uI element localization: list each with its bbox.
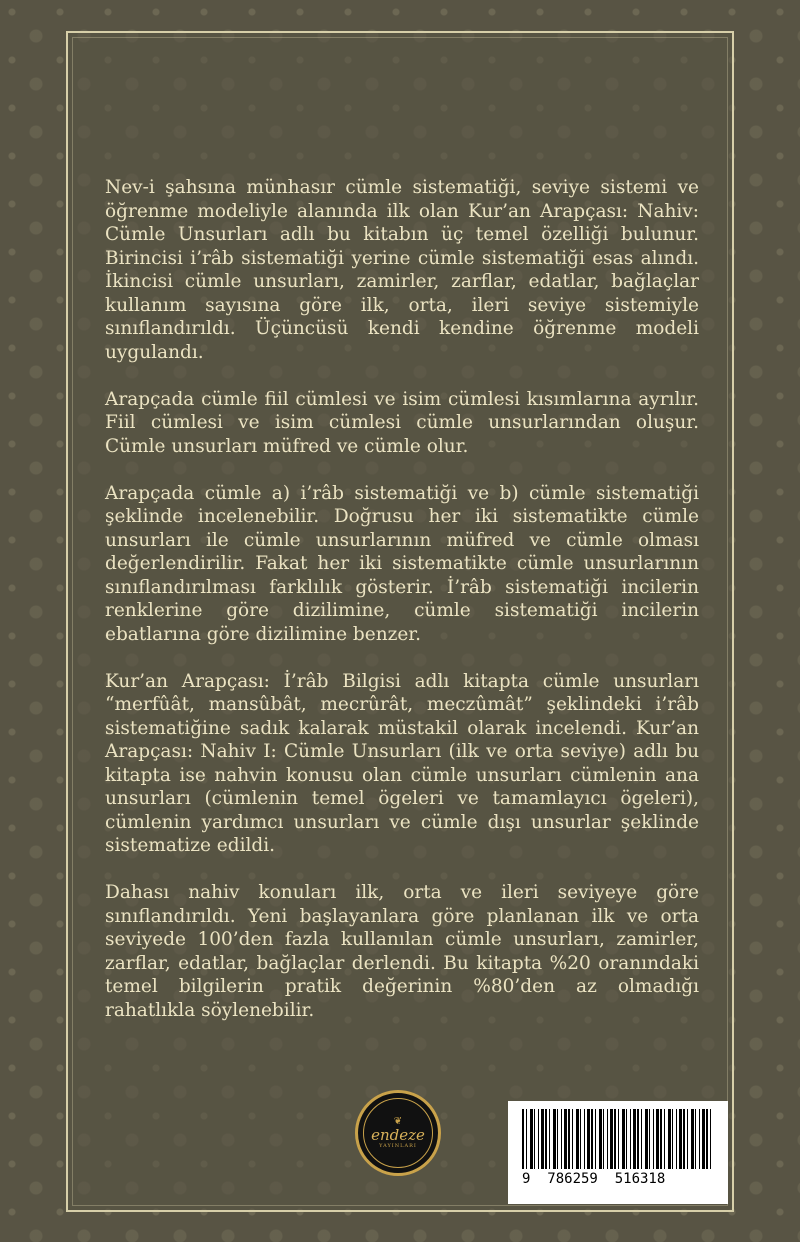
logo-ring [363,1098,433,1168]
paragraph-3: Arapçada cümle a) i’râb sistematiği ve b) cümle sistematiği şeklinde incelenebilir. Doğrusu her iki sistematikte cümle unsurları ile cümle unsurlarının müfred ve cümle olması değerlendirilir. Fakat her iki sistematikte cümle unsurlarının sınıflandırılması farklılık gösterir. İ’râb sistematiği incilerin renklerine göre dizilimine, cümle sistematiği incilerin ebatlarına göre dizilimine benzer. [105,482,699,645]
paragraph-5: Dahası nahiv konuları ilk, orta ve ileri seviyeye göre sınıflandırıldı. Yeni başlayanlara göre planlanan ilk ve orta seviyede 100’den fazla kullanılan cümle unsurları, zamirler, zarflar, edatlar, bağlaçlar derlendi. Bu kitapta %20 oranındaki temel bilgilerin pratik değerinin %80’den az olmadığı rahatlıkla söylenebilir. [105,882,699,1021]
publisher-logo [355,1090,441,1176]
publisher-name: endeze [371,1125,425,1144]
leaf-icon: ❦ [393,1115,403,1127]
paragraph-4: Kur’an Arapçası: İ’râb Bilgisi adlı kitapta cümle unsurları “merfûât, mansûbât, mecrûrât, meczûmât” şeklindeki i’râb sistematiğine sadık kalarak müstakil olarak incelendi. Kur’an Arapçası: Nahiv I: Cümle Unsurları (ilk ve orta seviye) adlı bu kitapta ise nahvin konusu olan cümle unsurları cümlenin ana unsurları (cümlenin temel ögeleri ve tamamlayıcı ögeleri), cümlenin yardımcı unsurları ve cümle dışı unsurlar şeklinde sistematize edildi. [105,670,699,856]
paragraph-2: Arapçada cümle fiil cümlesi ve isim cümlesi kısımlarına ayrılır. Fiil cümlesi ve isim cümlesi cümle unsurlarından oluşur. Cümle unsurları müfred ve cümle olur. [105,388,699,457]
barcode-bars [522,1109,714,1169]
paragraph-1: Nev-i şahsına münhasır cümle sistematiği, seviye sistemi ve öğrenme modeliyle alanında ilk olan Kur’an Arapçası: Nahiv: Cümle Unsurları adlı bu kitabın üç temel özelliği bulunur. Birincisi i’râb sistematiği yerine cümle sistematiği esas alındı. İkincisi cümle unsurları, zamirler, zarflar, edatlar, bağlaçlar kullanım sayısına göre ilk, orta, ileri seviye sistemiyle sınıflandırıldı. Üçüncüsü kendi kendine öğrenme modeli uygulandı. [105,177,699,363]
isbn-barcode [508,1101,728,1204]
publisher-tagline: YAYINLARI [379,1142,417,1149]
back-cover-text [105,176,699,1046]
isbn-number: 9 786259 516318 [522,1171,666,1187]
